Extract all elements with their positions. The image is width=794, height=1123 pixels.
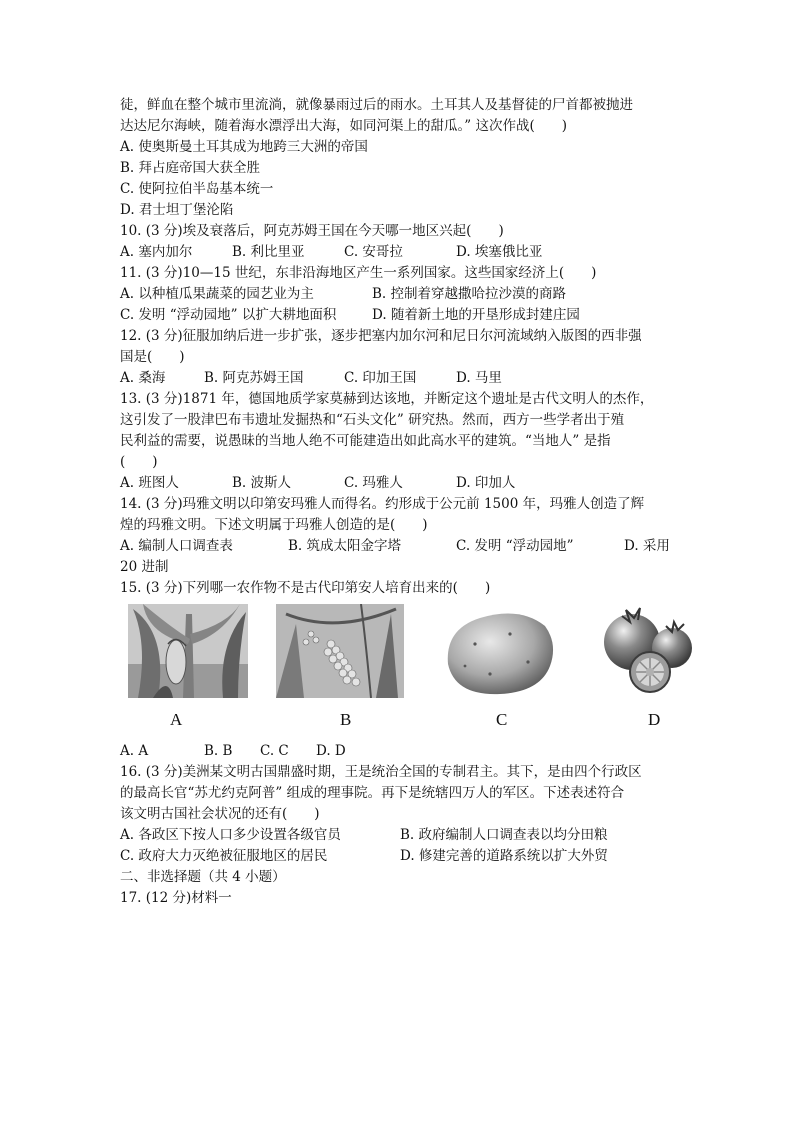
q14-stem-line-1: 14. (3 分)玛雅文明以印第安玛雅人而得名。约形成于公元前 1500 年，玛雅人创造了辉 <box>120 496 645 512</box>
q12-option-a: A. 桑海 <box>120 370 166 386</box>
q16-option-c: C. 政府大力灭绝被征服地区的居民 <box>120 848 328 864</box>
image-label-b: B <box>340 710 352 729</box>
q13-option-b: B. 波斯人 <box>232 475 292 491</box>
intro-option-c: C. 使阿拉伯半岛基本统一 <box>120 181 274 197</box>
q16-option-b: B. 政府编制人口调查表以均分田粮 <box>400 827 608 843</box>
q12-stem-line-1: 12. (3 分)征服加纳后进一步扩张，逐步把塞内加尔河和尼日尔河流域纳入版图的西非强 <box>120 328 642 344</box>
image-label-a: A <box>170 710 183 729</box>
q12-option-b: B. 阿克苏姆王国 <box>204 370 304 386</box>
q12-stem-line-2: 国是( ) <box>120 349 185 365</box>
q16-stem-line-2: 的最高长官“苏尤约克阿普” 组成的理事院。再下是统辖四万人的军区。下述表述符合 <box>120 785 625 801</box>
image-label-d: D <box>648 710 661 729</box>
q10-option-c: C. 安哥拉 <box>344 244 403 260</box>
intro-option-a: A. 使奥斯曼土耳其成为地跨三大洲的帝国 <box>120 139 368 155</box>
q10-option-d: D. 埃塞俄比亚 <box>456 244 543 260</box>
q13-stem-line-3: 民利益的需要，说愚昧的当地人绝不可能建造出如此高水平的建筑。“当地人” 是指 <box>120 433 611 449</box>
image-label-c: C <box>496 710 508 729</box>
q11-stem: 11. (3 分)10—15 世纪，东非沿海地区产生一系列国家。这些国家经济上( ) <box>120 265 597 281</box>
q15-option-b: B. B <box>204 743 233 759</box>
q14-option-a: A. 编制人口调查表 <box>120 538 233 554</box>
millet-grain-icon <box>276 604 404 698</box>
q16-option-a: A. 各政区下按人口多少设置各级官员 <box>120 827 341 843</box>
q14-option-d: D. 采用 <box>624 538 670 554</box>
q11-option-c: C. 发明 “浮动园地” 以扩大耕地面积 <box>120 307 337 323</box>
q13-option-d: D. 印加人 <box>456 475 516 491</box>
q15-option-d: D. D <box>316 743 346 759</box>
q13-stem-line-4: ( ) <box>120 454 158 470</box>
q10-stem: 10. (3 分)埃及衰落后，阿克苏姆王国在今天哪一地区兴起( ) <box>120 223 504 239</box>
q12-option-c: C. 印加王国 <box>344 370 417 386</box>
q15-option-a: A. A <box>120 743 149 759</box>
maize-plant-icon <box>128 604 248 698</box>
tomato-icon <box>600 600 696 696</box>
section-2-title: 二、非选择题（共 4 小题） <box>120 869 286 885</box>
q13-stem-line-2: 这引发了一股津巴布韦遗址发掘热和“石头文化” 研究热。然而，西方一些学者出于殖 <box>120 412 625 428</box>
q17-stem: 17. (12 分)材料一 <box>120 890 232 906</box>
q14-option-c: C. 发明 “浮动园地” <box>456 538 574 554</box>
q16-stem-line-3: 该文明古国社会状况的还有( ) <box>120 806 320 822</box>
q16-stem-line-1: 16. (3 分)美洲某文明古国鼎盛时期，王是统治全国的专制君主。其下，是由四个行政区 <box>120 764 642 780</box>
potato-icon <box>440 604 558 698</box>
q10-option-a: A. 塞内加尔 <box>120 244 193 260</box>
q15-option-c: C. C <box>260 743 289 759</box>
q14-stem-line-2: 煌的玛雅文明。下述文明属于玛雅人创造的是( ) <box>120 517 428 533</box>
intro-line-1: 徒，鲜血在整个城市里流淌，就像暴雨过后的雨水。土耳其人及基督徒的尸首都被抛进 <box>120 97 633 113</box>
intro-line-2: 达达尼尔海峡，随着海水漂浮出大海，如同河渠上的甜瓜。” 这次作战( ) <box>120 118 567 134</box>
q13-option-c: C. 玛雅人 <box>344 475 403 491</box>
q11-option-a: A. 以种植瓜果蔬菜的园艺业为主 <box>120 286 314 302</box>
q13-stem-line-1: 13. (3 分)1871 年，德国地质学家莫赫到达该地，并断定这个遗址是古代文明人的杰作， <box>120 391 654 407</box>
intro-option-d: D. 君士坦丁堡沦陷 <box>120 202 234 218</box>
q13-option-a: A. 班图人 <box>120 475 179 491</box>
q14-option-d-wrap: 20 进制 <box>120 559 169 575</box>
q11-option-b: B. 控制着穿越撒哈拉沙漠的商路 <box>372 286 567 302</box>
q11-option-d: D. 随着新土地的开垦形成封建庄园 <box>372 307 580 323</box>
q12-option-d: D. 马里 <box>456 370 502 386</box>
q16-option-d: D. 修建完善的道路系统以扩大外贸 <box>400 848 608 864</box>
intro-option-b: B. 拜占庭帝国大获全胜 <box>120 160 261 176</box>
q10-option-b: B. 利比里亚 <box>232 244 305 260</box>
q15-stem: 15. (3 分)下列哪一农作物不是古代印第安人培育出来的( ) <box>120 580 491 596</box>
q14-option-b: B. 筑成太阳金字塔 <box>288 538 402 554</box>
